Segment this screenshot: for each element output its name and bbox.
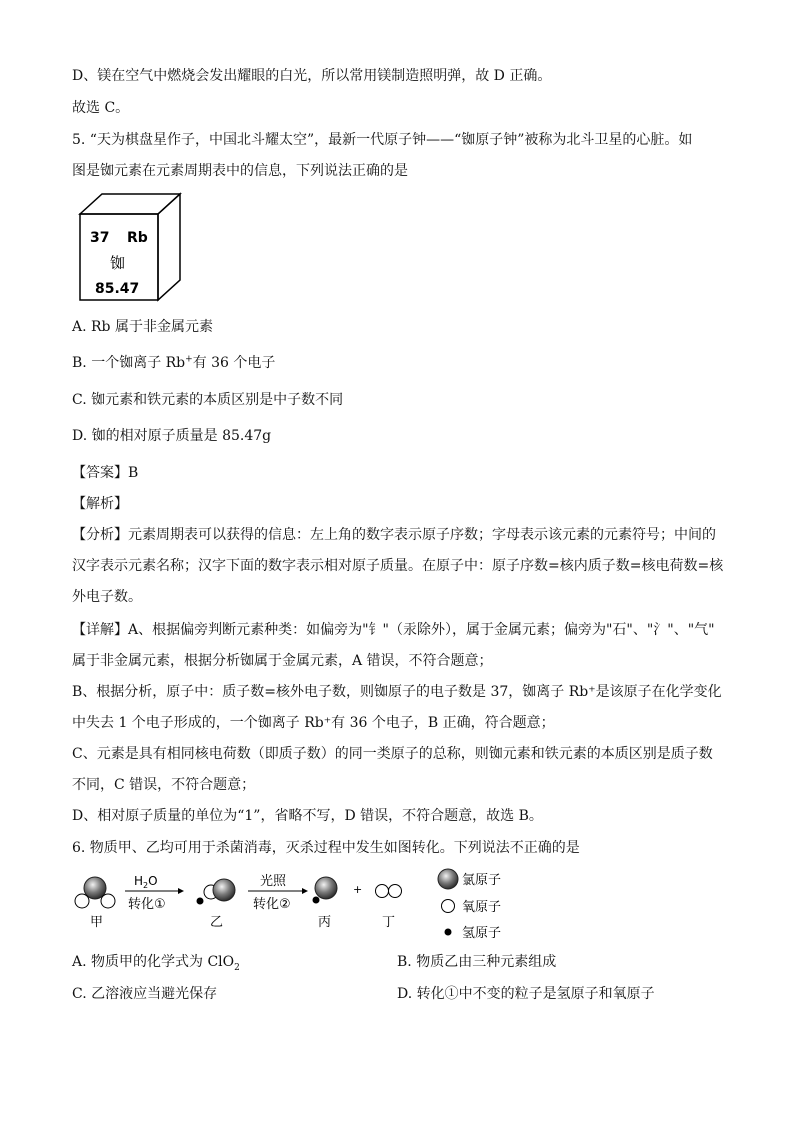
element-atomic-number: 37: [90, 230, 110, 246]
q5-option-b-charge: +: [185, 354, 193, 365]
arrow2-top-label: 光照: [260, 874, 287, 889]
molecule-jia: [75, 877, 115, 908]
xiangjie-line-1: 【详解】A、根据偏旁判断元素种类：如偏旁为"钅"（汞除外），属于金属元素；偏旁为"石"、"氵"、"气": [72, 622, 715, 638]
xiangjie-line-5: C、元素是具有相同核电荷数（即质子数）的同一类原子的总称，则铷元素和铁元素的本质区别是质子数: [72, 746, 713, 762]
prev-answer-line: 故选 C。: [72, 100, 130, 116]
legend-hydrogen-icon: [445, 929, 452, 936]
q6-option-a: [72, 953, 240, 971]
prev-option-d-text: D、镁在空气中燃烧会发出耀眼的白光，所以常用镁制造照明弹，故 D 正确。: [72, 68, 552, 84]
molecule-yi: [197, 879, 236, 905]
label-bing: 丙: [318, 915, 332, 930]
molecule-bing: [313, 877, 338, 904]
label-yi: 乙: [210, 915, 224, 930]
legend-hydrogen-label: 氢原子: [462, 926, 502, 941]
q5-option-b-text: B. 一个铷离子 Rb: [72, 355, 186, 371]
q5-option-b: [72, 354, 275, 372]
q6-option-a-subscript: 2: [234, 962, 240, 973]
xiangjie-line-3: B、根据分析，原子中：质子数=核外电子数，则铷原子的电子数是 37，铷离子 Rb⁺是该原子在化学变化: [72, 684, 722, 700]
element-cell-figure: [76, 192, 186, 304]
xiangjie-line-7: D、相对原子质量的单位为“1”，省略不写，D 错误，不符合题意，故选 B。: [72, 808, 543, 824]
q6-stem: 6. 物质甲、乙均可用于杀菌消毒，灭杀过程中发生如图转化。下列说法不正确的是: [72, 840, 580, 856]
label-ding: 丁: [382, 915, 396, 930]
q5-answer: [72, 464, 138, 482]
q5-stem-line-1: 5. “天为棋盘星作子，中国北斗耀太空”，最新一代原子钟——“铷原子钟”被称为北斗卫星的心脏。如: [72, 132, 693, 148]
legend-oxygen-label: 氧原子: [462, 900, 502, 915]
element-name: 铷: [110, 254, 126, 272]
arrow2-bottom-label: 转化②: [253, 897, 291, 912]
q6-option-d: D. 转化①中不变的粒子是氢原子和氧原子: [397, 986, 655, 1002]
xiangjie-line-2: 属于非金属元素，根据分析铷属于金属元素，A 错误，不符合题意；: [72, 653, 493, 669]
answer-tag: 【答案】: [72, 465, 128, 481]
xiangjie-line-4: 中失去 1 个电子形成的，一个铷离子 Rb⁺有 36 个电子，B 正确，符合题意；: [72, 715, 555, 731]
answer-value: B: [128, 465, 139, 481]
q6-option-c: C. 乙溶液应当避光保存: [72, 986, 218, 1002]
legend-oxygen-icon: [442, 900, 455, 913]
legend-chlorine-label: 氯原子: [462, 873, 502, 888]
arrow1-top-label: $H_2O$: [134, 874, 158, 890]
q5-option-c: C. 铷元素和铁元素的本质区别是中子数不同: [72, 392, 344, 408]
arrow1-bottom-label: 转化①: [128, 897, 166, 912]
element-mass: 85.47: [95, 281, 140, 297]
q5-option-d: D. 铷的相对原子质量是 85.47g: [72, 428, 272, 444]
label-jia: 甲: [90, 915, 104, 930]
plus-sign: +: [353, 883, 363, 896]
q5-option-a: A. Rb 属于非金属元素: [72, 319, 213, 335]
legend-chlorine-icon: [438, 869, 458, 889]
reaction-diagram: [70, 868, 530, 942]
q6-option-b: B. 物质乙由三种元素组成: [397, 954, 557, 970]
xiangjie-line-6: 不同，C 错误，不符合题意；: [72, 777, 256, 793]
fenxi-line-3: 外电子数。: [72, 589, 142, 605]
q5-option-b-text-end: 有 36 个电子: [192, 355, 276, 371]
molecule-ding: [376, 885, 402, 898]
element-symbol: Rb: [127, 230, 148, 246]
q6-option-a-text: A. 物质甲的化学式为 ClO: [72, 954, 235, 970]
fenxi-line-1: 【分析】元素周期表可以获得的信息：左上角的数字表示原子序数；字母表示该元素的元素符号；中间的: [72, 527, 716, 543]
legend: [438, 869, 501, 941]
fenxi-line-2: 汉字表示元素名称；汉字下面的数字表示相对原子质量。在原子中：原子序数=核内质子数=核电荷数=核: [72, 558, 724, 574]
analysis-tag: 【解析】: [72, 496, 128, 512]
q5-stem-line-2: 图是铷元素在元素周期表中的信息，下列说法正确的是: [72, 163, 408, 179]
